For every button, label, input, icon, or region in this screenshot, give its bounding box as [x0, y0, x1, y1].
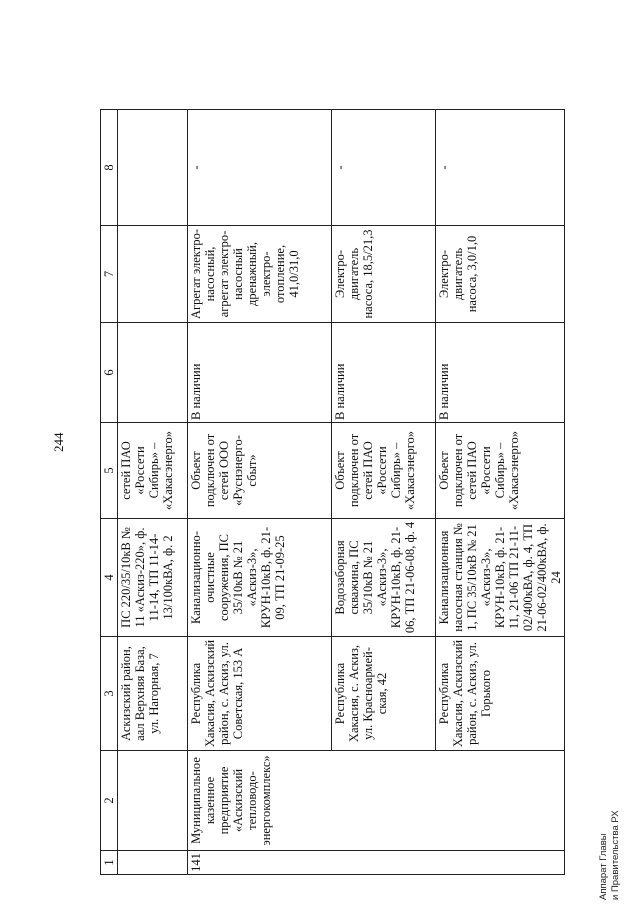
table-cell: Объект подключен от сетей ПАО «Россети Сибирь» – «Хакасэнерго»: [436, 423, 565, 519]
table-cell: Республика Хакасия, с. Аскиз, ул. Красноармей-ская, 42: [332, 637, 436, 751]
table-cell: -: [436, 110, 565, 226]
table-cell: Объект подключен от сетей ПАО «Россети Сибирь» – «Хакасэнерго»: [332, 423, 436, 519]
stamp-text: [598, 810, 622, 900]
stamp-line-1: Аппарат Главы: [598, 833, 609, 900]
header-cell: 7: [101, 226, 118, 323]
table-cell: [118, 323, 188, 423]
header-cell: 8: [101, 110, 118, 226]
table-cell: Республика Хакасия, Аскизский район, с. Аскиз, ул. Горького: [436, 637, 565, 751]
table-cell: -: [188, 110, 332, 226]
header-row: [101, 110, 118, 875]
header-cell: 1: [101, 851, 118, 875]
header-cell: 4: [101, 519, 118, 637]
table-cell: Объект подключен от сетей ООО «Руснэнерго-сбыт»: [188, 423, 332, 519]
table-cell: Республика Хакасия, Аскизский район, с. Аскиз, ул. Советская, 153 А: [188, 637, 332, 751]
table-cell: Электро-двигатель насоса, 18,5/21,3: [332, 226, 436, 323]
table-cell: 141: [188, 851, 565, 875]
table-cell: В наличии: [332, 323, 436, 423]
table-cell: [118, 751, 188, 851]
table-cell: Канализационная насосная станция № 1, ПС 35/10кВ № 21 «Аскиз-3», КРУН-10кВ, ф. 21-11, 21-06 ТП 21-11-02/400кВА, ф. 4, ТП 21-06-02/400кВА, ф. 24: [436, 519, 565, 637]
table-cell: [118, 110, 188, 226]
stamp-line-2: и Правительства РХ: [610, 810, 621, 900]
table-cell: Муниципальное казенное предприятие «Аскизский тепловодо-энергокомплекс»: [188, 751, 565, 851]
table-cell: ПС 220/35/10кВ № 11 «Аскиз-220», ф. 11-14, ТП 11-14-13/100кВА, ф. 2: [118, 519, 188, 637]
table-cell: -: [332, 110, 436, 226]
table-cell: Аскизский район, аал Верхняя База, ул. Нагорная, 7: [118, 637, 188, 751]
header-cell: 6: [101, 323, 118, 423]
table-cell: Агрегат электро-насосный, агрегат электро-насосный дренажный, электро-отопление, 41,0/31,0: [188, 226, 332, 323]
data-table: [100, 109, 565, 875]
table-cell: сетей ПАО «Россети Сибирь» – «Хакасэнерго»: [118, 423, 188, 519]
table-cell: Канализационно-очистные сооружения, ПС 35/10кВ № 21 «Аскиз-3», КРУН-10кВ, ф. 21-09, ТП 21-09-25: [188, 519, 332, 637]
header-cell: 2: [101, 751, 118, 851]
table-cell: Водозаборная скважина, ПС 35/10кВ № 21 «Аскиз-3», КРУН-10кВ, ф. 21-06, ТП 21-06-08, ф. 4: [332, 519, 436, 637]
table-cell: [118, 851, 188, 875]
table-cell: [118, 226, 188, 323]
table-row: [118, 110, 188, 875]
table-row: [188, 110, 332, 875]
page-number: 244: [51, 432, 66, 452]
header-cell: 3: [101, 637, 118, 751]
table-cell: В наличии: [188, 323, 332, 423]
table-cell: Электро-двигатель насоса, 3,0/1,0: [436, 226, 565, 323]
table-cell: В наличии: [436, 323, 565, 423]
rotated-table-wrapper: [100, 110, 563, 875]
header-cell: 5: [101, 423, 118, 519]
